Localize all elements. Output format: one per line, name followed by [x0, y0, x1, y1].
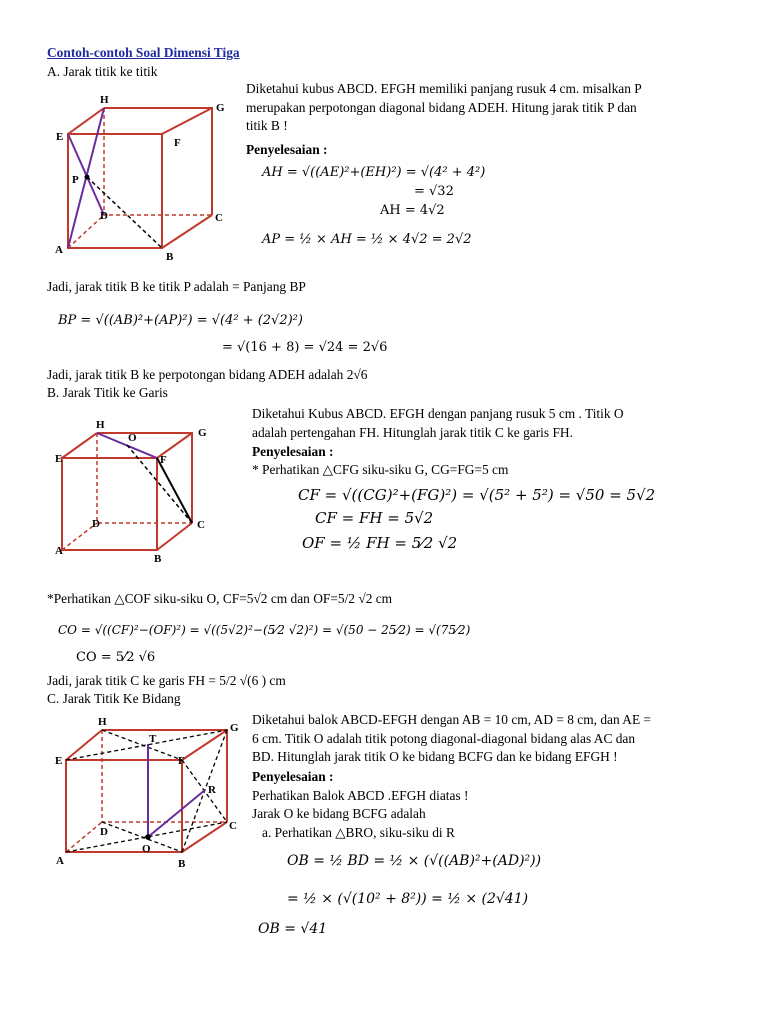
eq-cf-2: CF = FH = 5√2 [315, 509, 434, 527]
label-r: R [208, 784, 216, 796]
section-a-heading: A. Jarak titik ke titik [47, 64, 158, 79]
section-a-solution-label: Penyelesaian : [246, 142, 328, 157]
label-e: E [56, 131, 64, 143]
label-o: O [142, 843, 151, 855]
cube-diagram-b [52, 415, 222, 565]
section-a-problem: Diketahui kubus ABCD. EFGH memiliki panjang rusuk 4 cm. misalkan P merupakan perpotongan diagonal bidang ADEH. Hitung jarak titik P dan titik B ! [246, 81, 642, 133]
label-d: D [100, 826, 108, 838]
label-g: G [230, 722, 239, 734]
eq-of: OF = ½ FH = 5⁄2 √2 [302, 534, 458, 552]
section-b-solution-label: Penyelesaian : [252, 444, 334, 459]
label-f: F [178, 755, 185, 767]
label-f: F [174, 137, 181, 149]
eq-ah-3: AH = 4√2 [380, 203, 445, 218]
eq-co-2: CO = 5⁄2 √6 [76, 650, 156, 665]
section-b-conclusion: Jadi, jarak titik C ke garis FH = 5/2 √(6 ) cm [47, 673, 286, 688]
label-g: G [216, 102, 225, 114]
label-h: H [98, 716, 107, 728]
eq-co-1: CO = √((CF)²−(OF)²) = √((5√2)²−(5⁄2 √2)²) = √(50 − 25⁄2) = √(75⁄2) [58, 623, 471, 637]
label-c: C [229, 820, 237, 832]
section-c-solution-label: Penyelesaian : [252, 769, 334, 784]
label-p: P [72, 174, 79, 186]
eq-ob-1: OB = ½ BD = ½ × (√((AB)²+(AD)²)) [287, 853, 542, 869]
label-e: E [55, 453, 63, 465]
eq-bp-2: = √(16 + 8) = √24 = 2√6 [222, 340, 388, 355]
section-c-line-1: Perhatikan Balok ABCD .EFGH diatas ! [252, 788, 469, 803]
label-a: A [55, 545, 63, 557]
section-c-heading: C. Jarak Titik Ke Bidang [47, 691, 181, 706]
section-b-note-2: *Perhatikan △COF siku-siku O, CF=5√2 cm dan OF=5/2 √2 cm [47, 591, 393, 606]
section-b-heading: B. Jarak Titik ke Garis [47, 385, 168, 400]
section-c-problem: Diketahui balok ABCD-EFGH dengan AB = 10 cm, AD = 8 cm, dan AE = 6 cm. Titik O adalah titik potong diagonal-diagonal bidang alas AC dan BD. Hitunglah jarak titik O ke bidang BCFG dan ke bidang EFGH ! [252, 712, 652, 764]
label-h: H [100, 94, 109, 106]
label-b: B [178, 858, 186, 870]
eq-ob-3: OB = √41 [258, 921, 328, 937]
label-c: C [197, 519, 205, 531]
section-c-line-3: a. Perhatikan △BRO, siku-siku di R [262, 825, 455, 840]
cuboid-diagram-c [52, 712, 252, 877]
label-e: E [55, 755, 63, 767]
section-b-problem: Diketahui Kubus ABCD. EFGH dengan panjang rusuk 5 cm . Titik O adalah pertengahan FH. Hitunglah jarak titik C ke garis FH. [252, 406, 624, 440]
eq-ob-2: = ½ × (√(10² + 8²)) = ½ × (2√41) [287, 891, 529, 907]
label-f: F [160, 454, 167, 466]
section-a-conclusion-2: Jadi, jarak titik B ke perpotongan bidang ADEH adalah 2√6 [47, 367, 368, 382]
label-a: A [56, 855, 64, 867]
section-b-note: * Perhatikan △CFG siku-siku G, CG=FG=5 cm [252, 462, 509, 477]
eq-cf-1: CF = √((CG)²+(FG)²) = √(5² + 5²) = √50 = 5√2 [298, 486, 656, 504]
label-b: B [166, 251, 174, 263]
eq-ap: AP = ½ × AH = ½ × 4√2 = 2√2 [262, 232, 472, 247]
section-c-line-2: Jarak O ke bidang BCFG adalah [252, 806, 426, 821]
label-d: D [92, 518, 100, 530]
section-a-conclusion-1: Jadi, jarak titik B ke titik P adalah = Panjang BP [47, 279, 306, 294]
eq-ah-1: AH = √((AE)²+(EH)²) = √(4² + 4²) [262, 165, 486, 180]
page-title: Contoh-contoh Soal Dimensi Tiga [47, 45, 240, 60]
label-g: G [198, 427, 207, 439]
eq-ah-2: = √32 [414, 184, 454, 199]
label-t: T [149, 733, 157, 745]
label-h: H [96, 419, 105, 431]
eq-bp-1: BP = √((AB)²+(AP)²) = √(4² + (2√2)²) [58, 313, 303, 328]
label-o: O [128, 432, 137, 444]
label-a: A [55, 244, 63, 256]
label-b: B [154, 553, 162, 565]
label-c: C [215, 212, 223, 224]
cube-diagram-a [52, 90, 242, 265]
label-d: D [100, 210, 108, 222]
